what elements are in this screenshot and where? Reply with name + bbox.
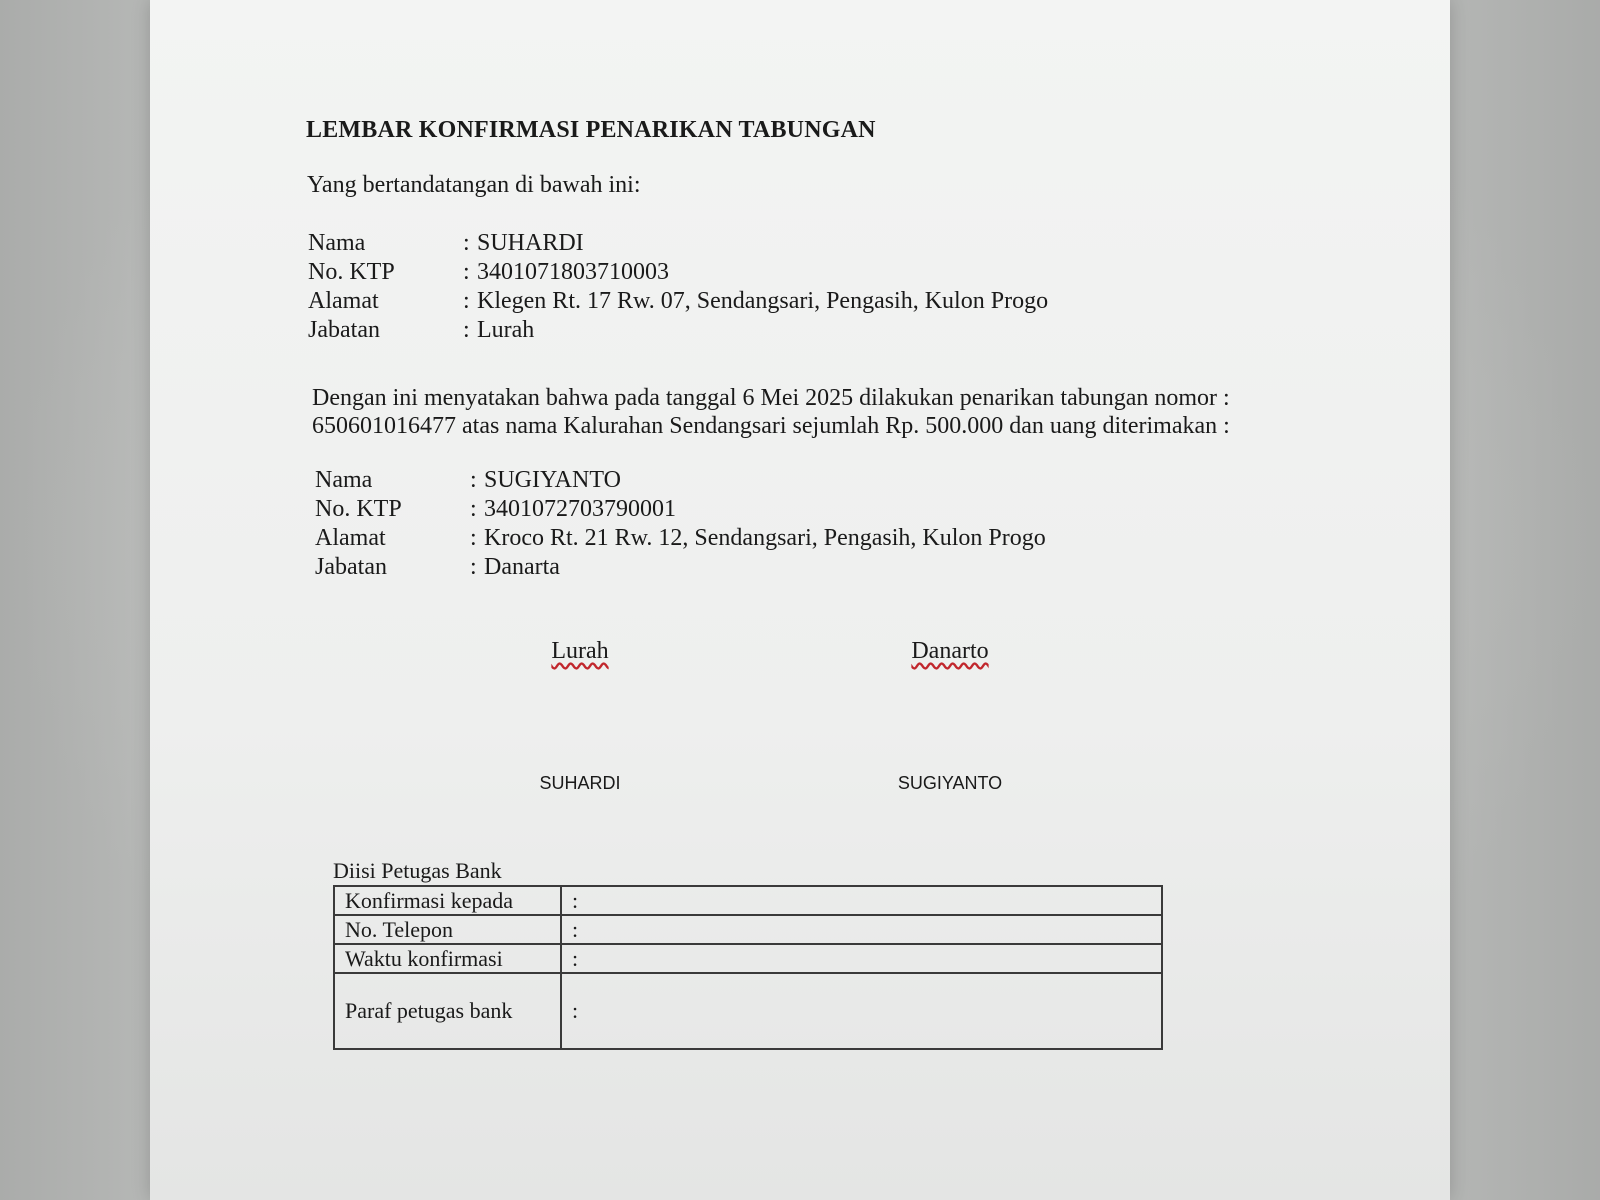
table-row — [334, 915, 1162, 944]
field-value: SUHARDI — [477, 230, 584, 256]
second-party-fields — [315, 466, 1215, 582]
statement-paragraph — [312, 384, 1302, 440]
signature-name: SUHARDI — [539, 773, 621, 793]
signature-role: Danarto — [911, 638, 989, 664]
table-row — [334, 944, 1162, 973]
field-value: 3401071803710003 — [477, 259, 669, 285]
field-label: Jabatan — [315, 554, 387, 580]
table-cell-label: No. Telepon — [334, 915, 561, 944]
field-separator: : — [463, 259, 470, 285]
table-cell-label: Konfirmasi kepada — [334, 886, 561, 915]
signature-role: Lurah — [551, 638, 609, 664]
table-cell-value: : — [561, 944, 1162, 973]
first-party-fields — [308, 229, 1208, 345]
field-label: No. KTP — [308, 259, 395, 285]
field-row-nama — [308, 229, 1208, 258]
statement-line-1: Dengan ini menyatakan bahwa pada tanggal 6 Mei 2025 dilakukan penarikan tabungan nomor : — [312, 385, 1230, 411]
field-value: SUGIYANTO — [484, 467, 621, 493]
field-label: Alamat — [308, 288, 379, 314]
signature-block-lurah — [500, 638, 660, 794]
field-value: Danarta — [484, 554, 560, 580]
field-label: Jabatan — [308, 317, 380, 343]
field-value: Kroco Rt. 21 Rw. 12, Sendangsari, Pengasih, Kulon Progo — [484, 525, 1046, 551]
field-row-alamat — [308, 287, 1208, 316]
field-row-ktp — [315, 495, 1215, 524]
field-separator: : — [470, 496, 477, 522]
field-row-alamat — [315, 524, 1215, 553]
field-row-jabatan — [315, 553, 1215, 582]
field-label: No. KTP — [315, 496, 402, 522]
table-row — [334, 886, 1162, 915]
field-row-nama — [315, 466, 1215, 495]
signature-name: SUGIYANTO — [897, 773, 1003, 793]
field-separator: : — [463, 288, 470, 314]
statement-line-2: 650601016477 atas nama Kalurahan Sendangsari sejumlah Rp. 500.000 dan uang diterimakan : — [312, 413, 1230, 439]
table-cell-value: : — [561, 973, 1162, 1049]
table-cell-value: : — [561, 886, 1162, 915]
field-row-jabatan — [308, 316, 1208, 345]
bank-officer-section — [333, 858, 1163, 1050]
intro-text: Yang bertandatangan di bawah ini: — [307, 172, 641, 198]
field-separator: : — [463, 317, 470, 343]
bank-confirmation-table — [333, 885, 1163, 1050]
field-separator: : — [470, 467, 477, 493]
field-row-ktp — [308, 258, 1208, 287]
table-cell-value: : — [561, 915, 1162, 944]
table-row — [334, 973, 1162, 1049]
bank-section-caption: Diisi Petugas Bank — [333, 858, 502, 883]
document-title: LEMBAR KONFIRMASI PENARIKAN TABUNGAN — [306, 117, 876, 143]
field-separator: : — [463, 230, 470, 256]
field-label: Nama — [308, 230, 366, 256]
field-separator: : — [470, 554, 477, 580]
field-label: Nama — [315, 467, 373, 493]
field-separator: : — [470, 525, 477, 551]
table-cell-label: Waktu konfirmasi — [334, 944, 561, 973]
table-cell-label: Paraf petugas bank — [334, 973, 561, 1049]
field-label: Alamat — [315, 525, 386, 551]
field-value: 3401072703790001 — [484, 496, 676, 522]
signature-block-danarto — [870, 638, 1030, 794]
field-value: Lurah — [477, 317, 535, 343]
field-value: Klegen Rt. 17 Rw. 07, Sendangsari, Pengasih, Kulon Progo — [477, 288, 1049, 314]
